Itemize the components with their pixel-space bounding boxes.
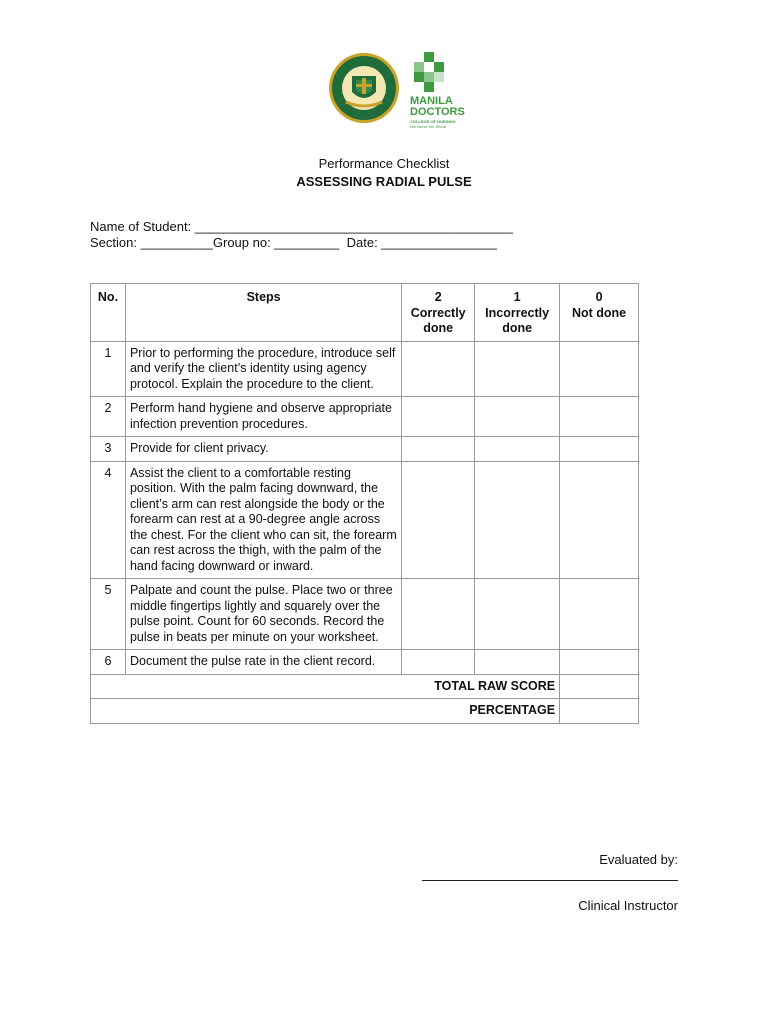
header-correctly-done <box>402 284 475 342</box>
header-not-done <box>560 284 639 342</box>
table-header-row <box>91 284 639 342</box>
table-row <box>91 397 639 437</box>
signature-line[interactable] <box>422 880 678 881</box>
row-step: Document the pulse rate in the client record. <box>125 650 401 675</box>
header-steps: Steps <box>125 284 401 342</box>
cell-not-done[interactable] <box>560 341 639 397</box>
percentage-label: PERCENTAGE <box>91 699 560 724</box>
md-subtitle: COLLEGE OF NURSING <box>410 119 456 124</box>
label-not-done: Not done <box>571 305 627 320</box>
total-raw-score-label: TOTAL RAW SCORE <box>91 674 560 699</box>
cell-not-done[interactable] <box>560 397 639 437</box>
cell-correctly-done[interactable] <box>402 437 475 462</box>
md-name-line2: DOCTORS <box>410 106 465 118</box>
row-number: 5 <box>91 579 126 650</box>
cell-incorrectly-done[interactable] <box>475 579 560 650</box>
cell-not-done[interactable] <box>560 437 639 462</box>
table-row <box>91 650 639 675</box>
total-raw-score-cell[interactable] <box>560 674 639 699</box>
row-number: 6 <box>91 650 126 675</box>
md-tagline: We Nurse the World <box>410 124 446 129</box>
row-number: 3 <box>91 437 126 462</box>
percentage-row <box>91 699 639 724</box>
score-2: 2 <box>434 290 442 304</box>
cell-correctly-done[interactable] <box>402 579 475 650</box>
student-name-field[interactable]: Name of Student: ____________________________________________ <box>90 219 513 234</box>
cell-correctly-done[interactable] <box>402 397 475 437</box>
label-correctly-done: Correctly done <box>410 305 466 335</box>
checklist-table <box>90 283 639 724</box>
cell-incorrectly-done[interactable] <box>475 437 560 462</box>
row-step: Provide for client privacy. <box>125 437 401 462</box>
total-raw-score-row <box>91 674 639 699</box>
document-titles <box>0 155 768 191</box>
cell-incorrectly-done[interactable] <box>475 461 560 579</box>
table-row <box>91 437 639 462</box>
row-number: 2 <box>91 397 126 437</box>
manila-doctors-name <box>410 96 470 118</box>
header-incorrectly-done <box>475 284 560 342</box>
cell-correctly-done[interactable] <box>402 341 475 397</box>
section-group-date-field[interactable]: Section: __________Group no: _________ Date: ________________ <box>90 235 497 250</box>
md-name-line1: MANILA <box>410 95 453 107</box>
college-seal-icon <box>328 52 400 124</box>
label-incorrectly-done: Incorrectly done <box>485 305 550 335</box>
document-title: Performance Checklist <box>318 156 450 171</box>
table-row <box>91 341 639 397</box>
score-0: 0 <box>595 290 603 304</box>
cell-not-done[interactable] <box>560 579 639 650</box>
table-row <box>91 461 639 579</box>
row-step: Perform hand hygiene and observe appropriate infection prevention procedures. <box>125 397 401 437</box>
cell-incorrectly-done[interactable] <box>475 341 560 397</box>
cell-correctly-done[interactable] <box>402 650 475 675</box>
document-subtitle: ASSESSING RADIAL PULSE <box>296 174 472 189</box>
row-step: Assist the client to a comfortable resting position. With the palm facing downward, the client’s arm can rest alongside the body or the forearm can rest at a 90-degree angle across the chest. For the client who can sit, the forearm can rest across the thigh, with the palm of the hand facing downward or inward. <box>125 461 401 579</box>
evaluated-by-label: Evaluated by: <box>599 852 678 867</box>
row-step: Palpate and count the pulse. Place two or three middle fingertips lightly and squarely over the pulse point. Count for 60 seconds. Record the pulse in beats per minute on your worksheet. <box>125 579 401 650</box>
row-number: 1 <box>91 341 126 397</box>
score-1: 1 <box>513 290 521 304</box>
row-step: Prior to performing the procedure, introduce self and verify the client’s identity using agency protocol. Explain the procedure to the client. <box>125 341 401 397</box>
cell-not-done[interactable] <box>560 461 639 579</box>
cell-incorrectly-done[interactable] <box>475 397 560 437</box>
row-number: 4 <box>91 461 126 579</box>
header-logos <box>328 52 468 132</box>
cell-incorrectly-done[interactable] <box>475 650 560 675</box>
cell-not-done[interactable] <box>560 650 639 675</box>
header-no: No. <box>91 284 126 342</box>
table-row <box>91 579 639 650</box>
percentage-cell[interactable] <box>560 699 639 724</box>
cell-correctly-done[interactable] <box>402 461 475 579</box>
clinical-instructor-label: Clinical Instructor <box>578 898 678 913</box>
